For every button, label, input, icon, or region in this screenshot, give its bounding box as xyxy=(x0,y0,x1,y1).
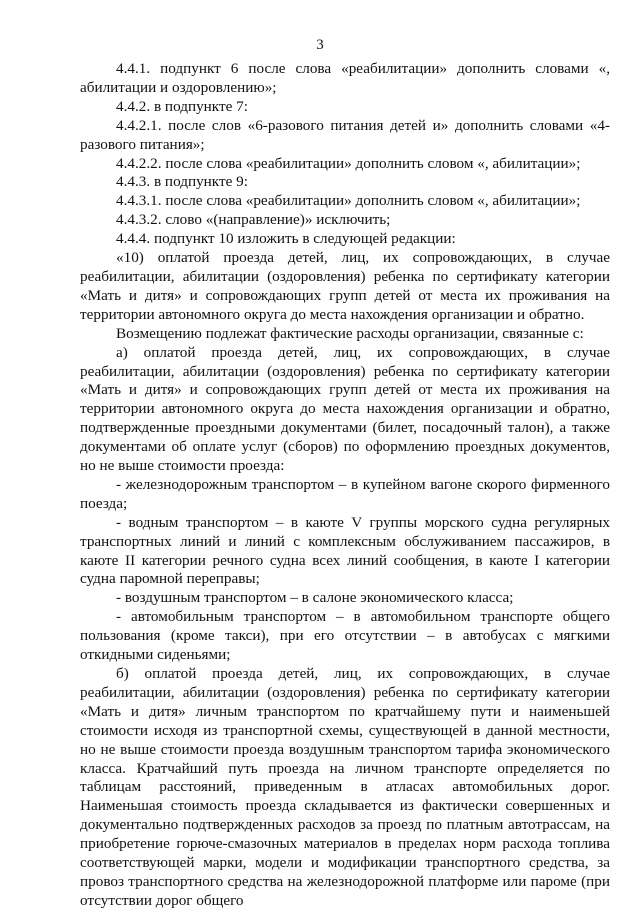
paragraph-4-4-2-1: 4.4.2.1. после слов «6-разового питания детей и» дополнить словами «4-разового питания»; xyxy=(80,116,610,153)
document-body xyxy=(80,60,610,911)
paragraph-rail-transport: - железнодорожным транспортом – в купейном вагоне скорого фирменного поезда; xyxy=(80,475,610,512)
paragraph-item-b: б) оплатой проезда детей, лиц, их сопровождающих, в случае реабилитации, абилитации (оздоровления) ребенка по сертификату категории «Мать и дитя» личным транспортом по кратчайшему пути и наименьшей стоимости исходя из транспортной схемы, существующей в данной местности, но не выше стоимости проезда воздушным транспортом тарифа экономического класса. Кратчайший путь проезда на личном транспорте определяется по таблицам расстояний, приведенным в атласах автомобильных дорог. Наименьшая стоимость проезда складывается из фактически совершенных и документально подтвержденных расходов за проезд по платным автотрассам, на приобретение горюче-смазочных материалов в пределах норм расхода топлива соответствующей марки, модели и модификации транспортного средства, за провоз транспортного средства на железнодорожной платформе или пароме (при отсутствии дорог общего xyxy=(80,665,610,909)
paragraph-reimbursement-intro: Возмещению подлежат фактические расходы организации, связанные с: xyxy=(116,324,584,342)
paragraph-4-4-2-2: 4.4.2.2. после слова «реабилитации» дополнить словом «, абилитации»; xyxy=(116,154,581,172)
paragraph-4-4-3-2: 4.4.3.2. слово «(направление)» исключить; xyxy=(116,211,391,229)
paragraph-water-transport: - водным транспортом – в каюте V группы морского судна регулярных транспортных линий и линий с комплексным обслуживанием пассажиров, в каюте II категории речного судна всех линий сообщения, в каюте I категории судна паромной переправы; xyxy=(80,513,610,588)
paragraph-air-transport: - воздушным транспортом – в салоне экономического класса; xyxy=(116,589,514,607)
paragraph-4-4-3-1: 4.4.3.1. после слова «реабилитации» дополнить словом «, абилитации»; xyxy=(116,192,581,210)
paragraph-subpoint-10: «10) оплатой проезда детей, лиц, их сопровождающих, в случае реабилитации, абилитации (оздоровления) ребенка по сертификату категории «Мать и дитя» и сопровождающих групп детей от места их проживания на территории автономного округа до места нахождения организации и обратно. xyxy=(80,249,610,323)
paragraph-4-4-2: 4.4.2. в подпункте 7: xyxy=(116,97,248,115)
paragraph-4-4-1: 4.4.1. подпункт 6 после слова «реабилитации» дополнить словами «, абилитации и оздоровлению»; xyxy=(80,60,610,96)
paragraph-4-4-3: 4.4.3. в подпункте 9: xyxy=(116,173,248,191)
paragraph-road-transport: - автомобильным транспортом – в автомобильном транспорте общего пользования (кроме такси), при его отсутствии – в автобусах с мягкими откидными сиденьями; xyxy=(80,608,610,664)
paragraph-4-4-4: 4.4.4. подпункт 10 изложить в следующей редакции: xyxy=(116,230,456,248)
paragraph-item-a: а) оплатой проезда детей, лиц, их сопровождающих, в случае реабилитации, абилитации (оздоровления) ребенка по сертификату категории «Мать и дитя» и сопровождающих групп детей от места их проживания на территории автономного округа до места нахождения организации и обратно, подтвержденные проездными документами (билет, посадочный талон), а также документами об оплате услуг (сборов) по оформлению проездных документов, но не выше стоимости проезда: xyxy=(80,343,610,475)
page-number: 3 xyxy=(316,37,324,53)
